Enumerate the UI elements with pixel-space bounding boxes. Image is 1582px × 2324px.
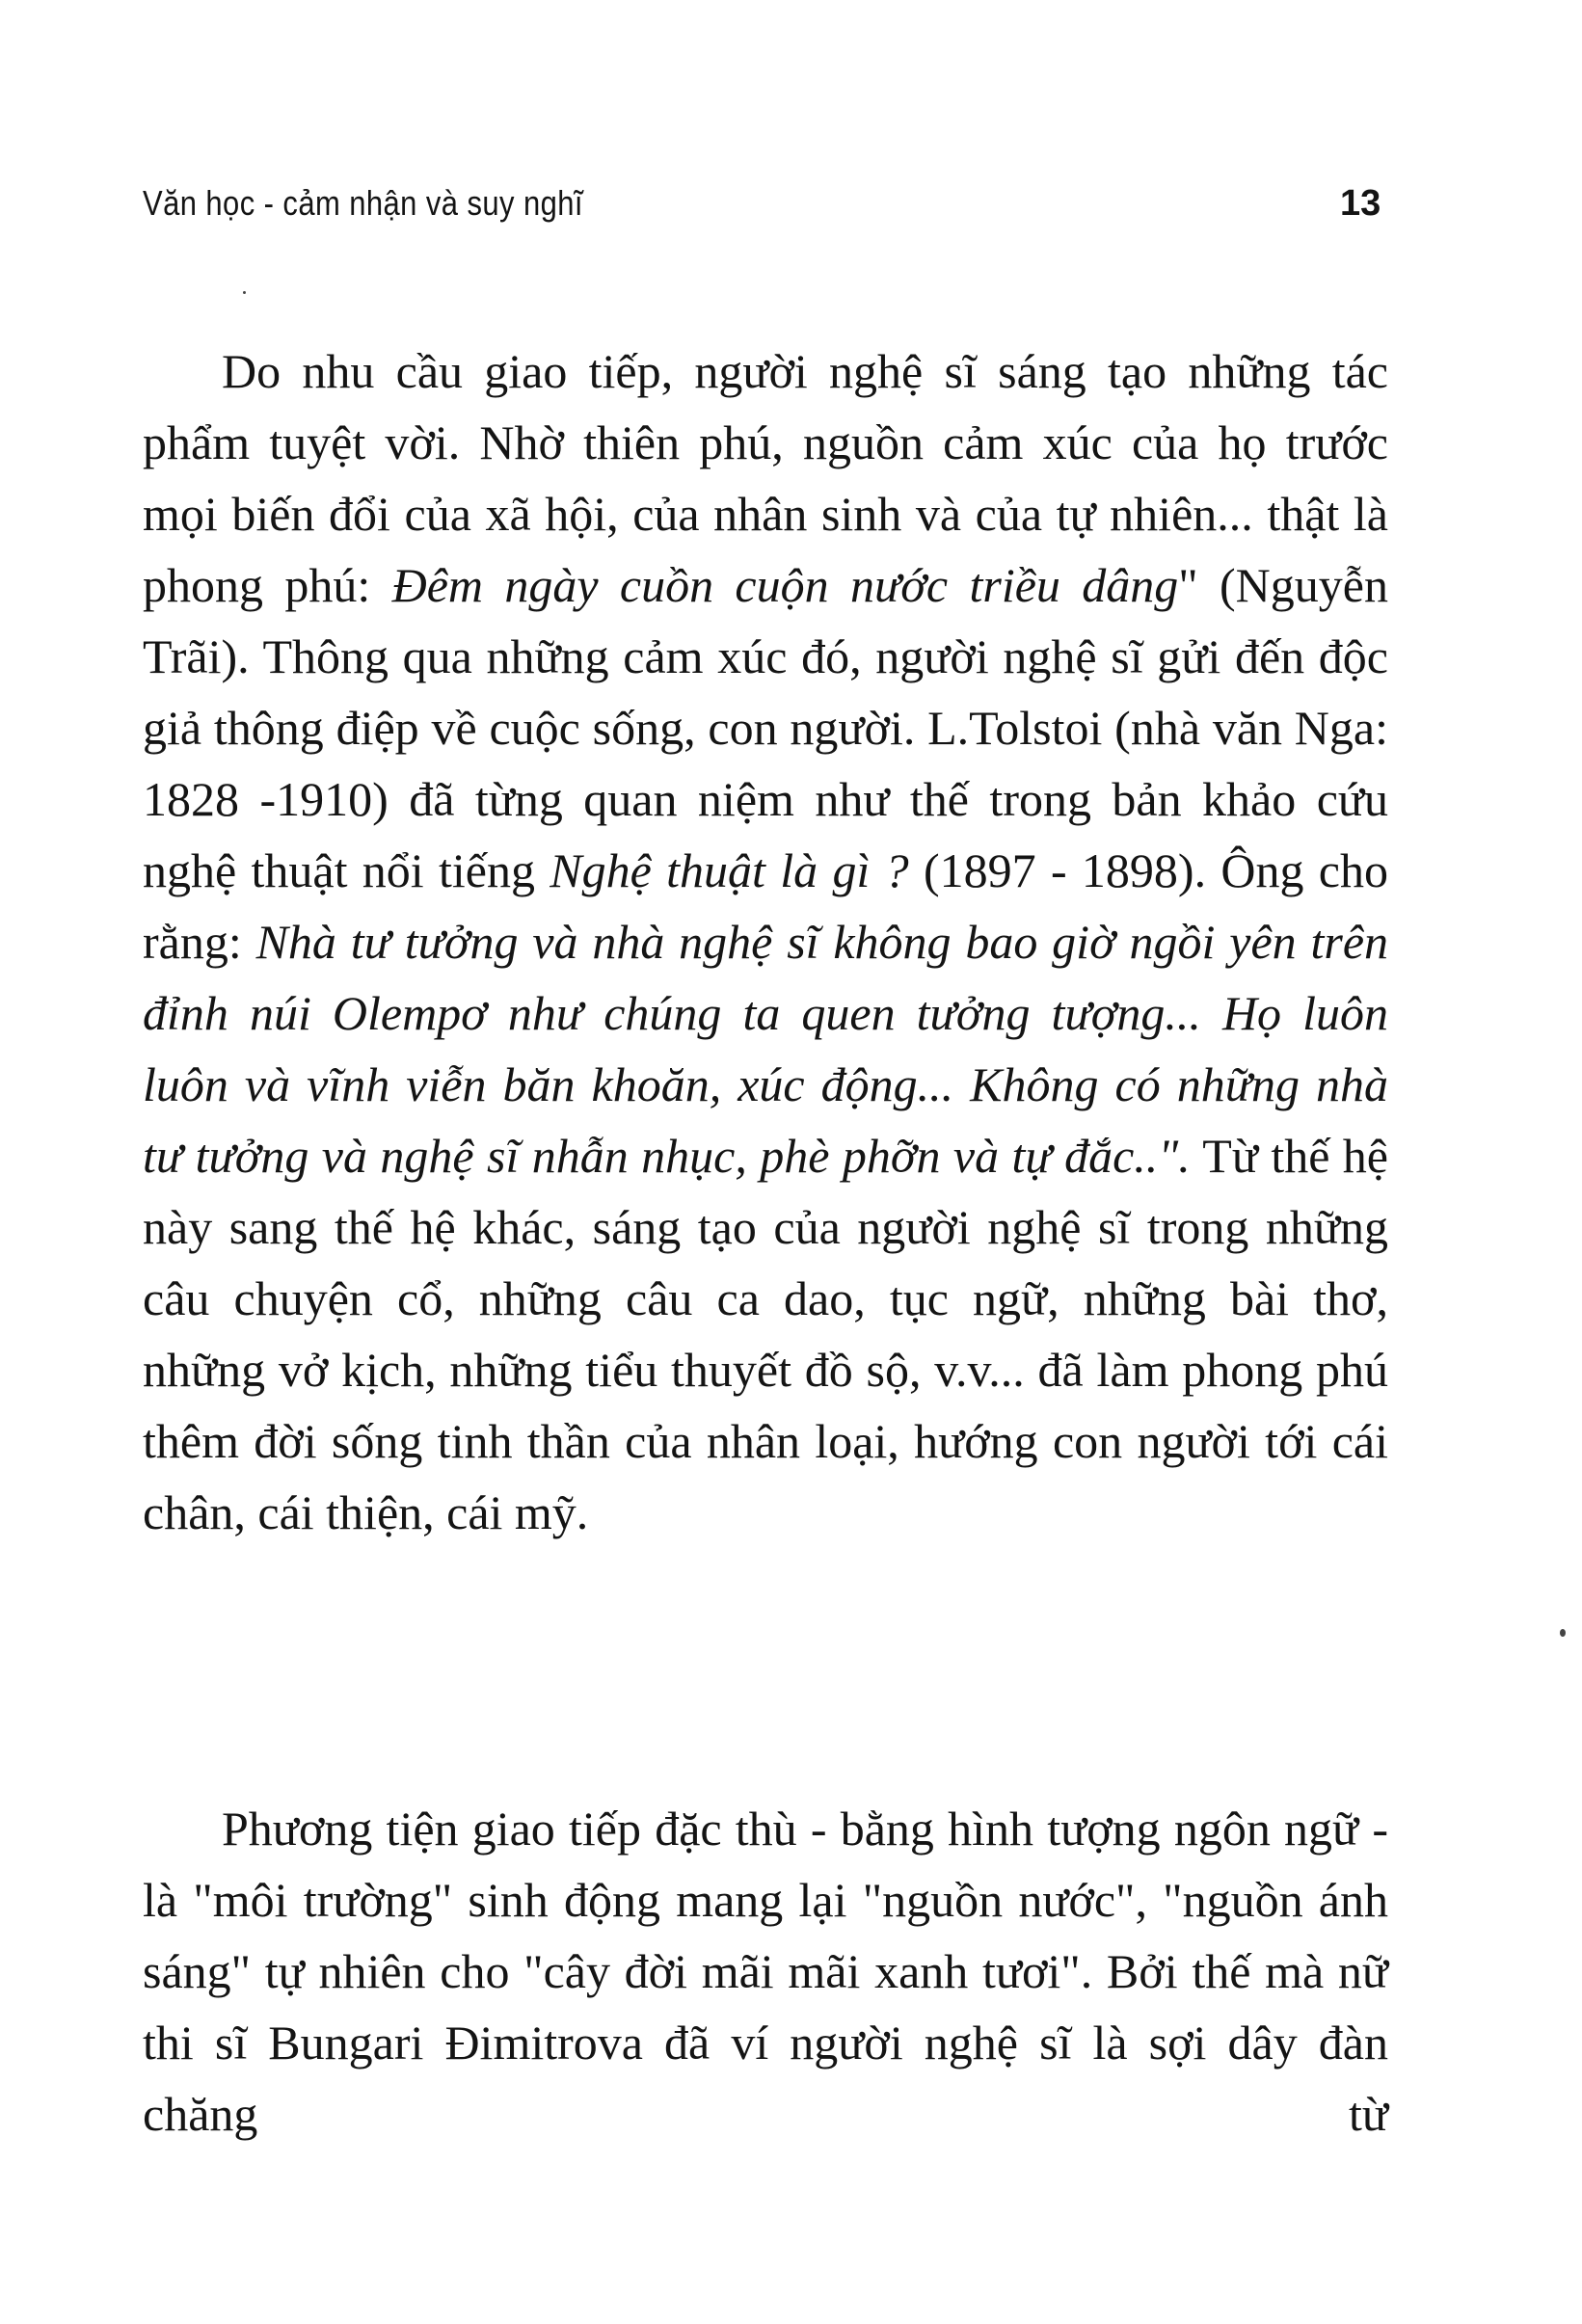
scan-speck xyxy=(243,291,246,294)
running-header: Văn học - cảm nhận và suy nghĩ xyxy=(143,183,583,223)
text-run: " (Nguyễn Trãi). Thông qua những cảm xúc đó, người nghệ sĩ gửi đến độc giả thông điệp về cuộc sống, con người. L.Tolstoi (nhà văn Nga: 1828 -1910) đã từng quan niệm như thế trong bản khảo cứu nghệ thuật nổi tiếng xyxy=(143,558,1388,897)
text-run: Từ thế hệ này sang thế hệ khác, sáng tạo của người nghệ sĩ trong những câu chuyện cổ, những câu ca dao, tục ngữ, những bài thơ, những vở kịch, những tiểu thuyết đồ sộ, v.v... đã làm phong phú thêm đời sống tinh thần của nhân loại, hướng con người tới cái chân, cái thiện, cái mỹ. xyxy=(143,1129,1389,1539)
page-number: 13 xyxy=(1340,183,1381,224)
paragraph-1 xyxy=(143,335,1388,1548)
paragraph-1-text xyxy=(143,335,1388,1548)
italic-book-title: Nghệ thuật là gì ? xyxy=(550,843,909,897)
italic-quote: Đêm ngày cuồn cuộn nước triều dâng xyxy=(391,558,1179,612)
text-run: (1897 - 1898). Ông cho rằng: xyxy=(143,843,1388,969)
paragraph-2-text: Phương tiện giao tiếp đặc thù - bằng hình tượng ngôn ngữ - là "môi trường" sinh động mang lại "nguồn nước", "nguồn ánh sáng" tự nhiên cho "cây đời mãi mãi xanh tươi". Bởi thế mà nữ thi sĩ Bungari Đimitrova đã ví người nghệ sĩ là sợi dây đàn chăng từ xyxy=(143,1802,1388,2141)
paragraph-2 xyxy=(143,1793,1388,2150)
italic-quote: Nhà tư tưởng và nhà nghệ sĩ không bao giờ ngồi yên trên đỉnh núi Olempơ như chúng ta quen tưởng tượng... Họ luôn luôn và vĩnh viễn băn khoăn, xúc động... Không có những nhà tư tưởng và nghệ sĩ nhẫn nhục, phè phỡn và tự đắc..". xyxy=(143,915,1389,1183)
text-run: Do nhu cầu giao tiếp, người nghệ sĩ sáng tạo những tác phẩm tuyệt vời. Nhờ thiên phú, nguồn cảm xúc của họ trước mọi biến đổi của xã hội, của nhân sinh và của tự nhiên... thật là phong phú: xyxy=(143,344,1388,612)
scan-speck xyxy=(1560,1629,1566,1637)
